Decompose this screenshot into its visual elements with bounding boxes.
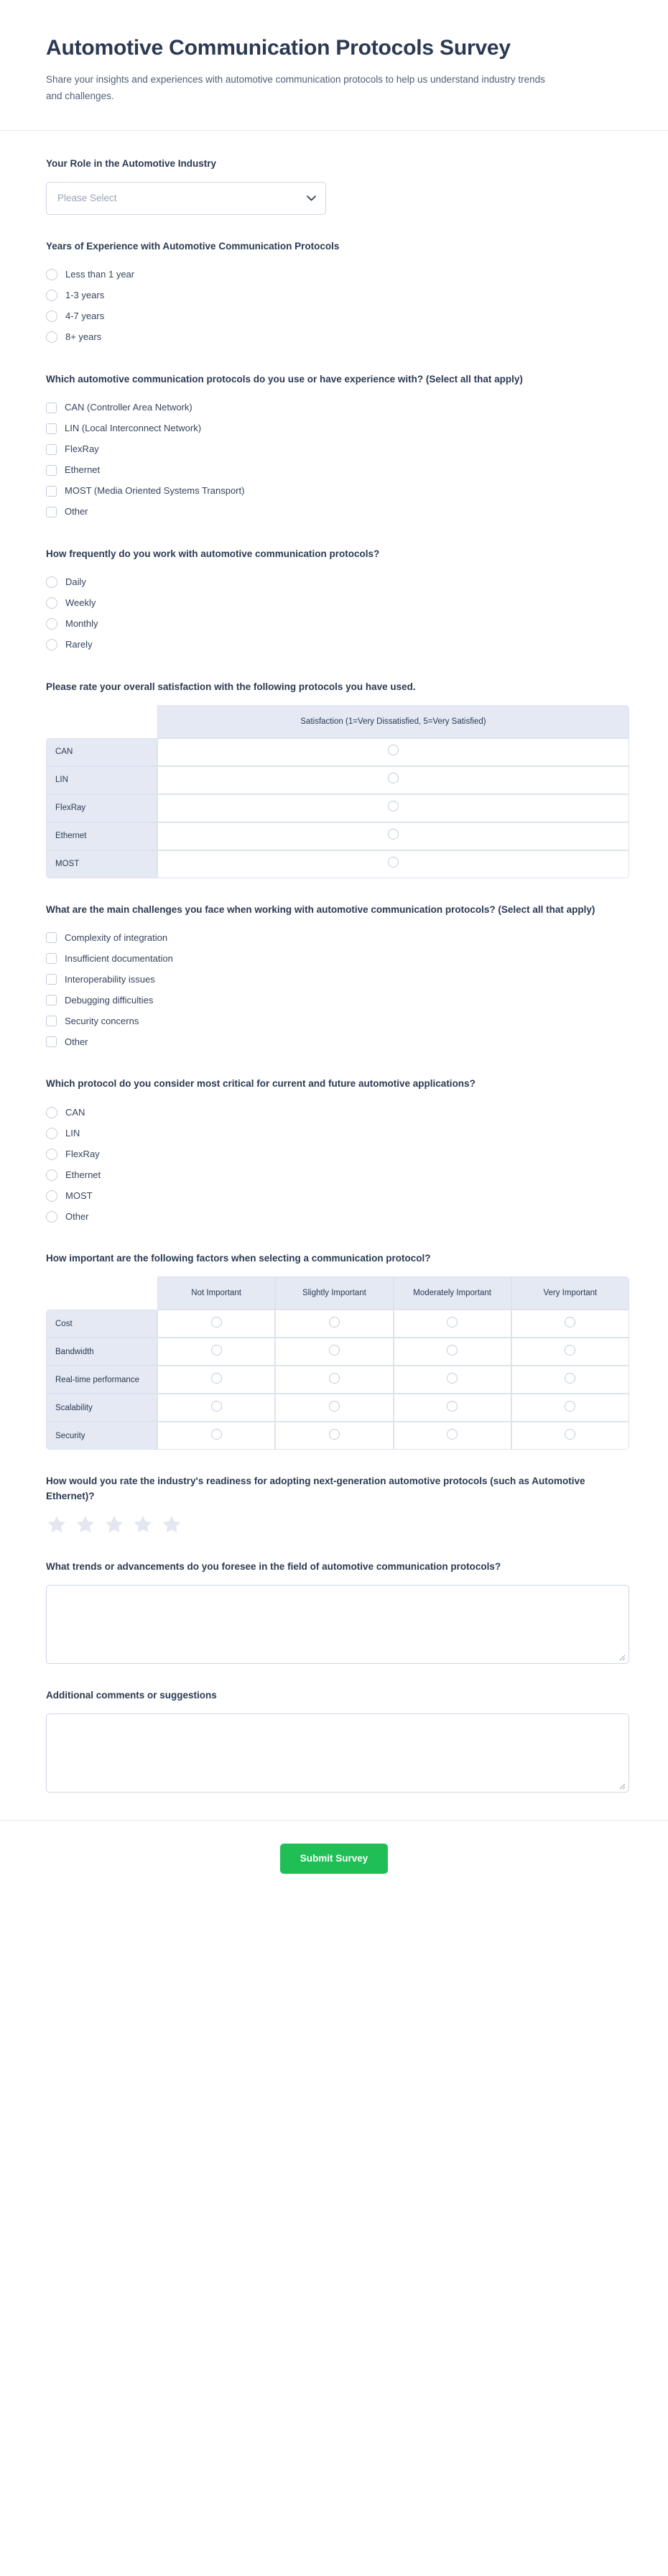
star-rating	[46, 1514, 622, 1535]
matrix-cell[interactable]	[157, 1422, 275, 1450]
radio-option[interactable]	[46, 1185, 622, 1206]
question-label-importance: How important are the following factors when selecting a communication protocol?	[46, 1253, 431, 1264]
question-satisfaction	[46, 680, 622, 878]
question-label-role: Your Role in the Automotive Industry	[46, 157, 217, 169]
radio-icon[interactable]	[329, 1345, 340, 1356]
radio-icon[interactable]	[46, 1107, 57, 1118]
star-icon[interactable]	[75, 1514, 96, 1535]
checkbox-icon[interactable]	[46, 932, 57, 943]
matrix-cell[interactable]	[511, 1422, 629, 1450]
question-comments	[46, 1688, 622, 1793]
matrix-cell[interactable]	[511, 1394, 629, 1422]
radio-label: Other	[65, 1211, 89, 1223]
star-icon[interactable]	[46, 1514, 68, 1535]
radio-icon[interactable]	[388, 801, 399, 811]
radio-label: 4-7 years	[65, 310, 105, 322]
checkbox-option[interactable]	[46, 1031, 622, 1052]
radio-icon[interactable]	[211, 1345, 222, 1356]
matrix-row-header: Security	[46, 1422, 157, 1450]
radio-icon[interactable]	[211, 1317, 222, 1328]
matrix-cell[interactable]	[157, 738, 629, 766]
matrix-row-header: Scalability	[46, 1394, 157, 1422]
checkbox-label: MOST (Media Oriented Systems Transport)	[65, 485, 245, 497]
checkbox-option[interactable]	[46, 502, 622, 523]
radio-icon[interactable]	[46, 1190, 57, 1202]
checkbox-icon[interactable]	[46, 953, 57, 964]
radio-icon[interactable]	[46, 269, 57, 280]
radio-option[interactable]	[46, 1206, 622, 1227]
matrix-row-header: LIN	[46, 766, 157, 794]
checkbox-option[interactable]	[46, 397, 622, 418]
matrix-row-header: Cost	[46, 1310, 157, 1338]
radio-label: 8+ years	[65, 331, 102, 343]
radio-option[interactable]	[46, 264, 622, 285]
radio-icon[interactable]	[329, 1373, 340, 1384]
checkbox-label: LIN (Local Interconnect Network)	[65, 423, 202, 434]
matrix-row-header: Real-time performance	[46, 1366, 157, 1394]
radio-icon[interactable]	[46, 310, 57, 322]
page-title: Automotive Communication Protocols Survey	[46, 36, 511, 60]
question-most-critical	[46, 1077, 622, 1227]
matrix-corner-cell	[46, 705, 157, 738]
question-importance	[46, 1251, 622, 1450]
radio-label: Weekly	[65, 597, 96, 609]
radio-icon[interactable]	[211, 1401, 222, 1412]
radio-icon[interactable]	[46, 1169, 57, 1181]
checkbox-label: FlexRay	[65, 443, 99, 455]
question-label-readiness: How would you rate the industry's readiness for adopting next-generation automotive protocols (such as Automotive Ethernet)?	[46, 1476, 585, 1502]
checkbox-icon[interactable]	[46, 402, 57, 413]
resize-handle-icon[interactable]	[618, 1653, 626, 1662]
question-label-most-critical: Which protocol do you consider most critical for current and future automotive applications?	[46, 1078, 476, 1090]
radio-icon[interactable]	[46, 1149, 57, 1160]
checkbox-icon[interactable]	[46, 995, 57, 1006]
radio-label: Less than 1 year	[65, 269, 135, 280]
experience-radio-group	[46, 264, 622, 348]
form-body	[0, 131, 668, 1820]
radio-icon[interactable]	[46, 1211, 57, 1223]
question-label-protocols-used: Which automotive communication protocols do you use or have experience with? (Select all that apply)	[46, 373, 523, 385]
checkbox-label: Other	[65, 506, 88, 518]
matrix-cell[interactable]	[275, 1338, 393, 1366]
radio-icon[interactable]	[46, 618, 57, 630]
radio-option[interactable]	[46, 593, 622, 614]
checkbox-option[interactable]	[46, 1011, 622, 1031]
checkbox-icon[interactable]	[46, 1036, 57, 1047]
table-row	[46, 1310, 629, 1338]
importance-matrix	[46, 1276, 629, 1450]
question-frequency	[46, 547, 622, 656]
table-row	[46, 738, 629, 766]
question-label-experience: Years of Experience with Automotive Communication Protocols	[46, 240, 340, 252]
checkbox-label: Other	[65, 1036, 88, 1048]
checkbox-option[interactable]	[46, 948, 622, 969]
matrix-cell[interactable]	[275, 1422, 393, 1450]
question-experience	[46, 239, 622, 348]
radio-icon[interactable]	[447, 1401, 458, 1412]
matrix-cell[interactable]	[157, 794, 629, 822]
radio-icon[interactable]	[46, 290, 57, 301]
checkbox-label: Insufficient documentation	[65, 953, 173, 965]
question-label-frequency: How frequently do you work with automotive communication protocols?	[46, 548, 380, 559]
table-row	[46, 822, 629, 850]
matrix-cell[interactable]	[394, 1422, 511, 1450]
matrix-cell[interactable]	[394, 1338, 511, 1366]
radio-option[interactable]	[46, 327, 622, 348]
checkbox-icon[interactable]	[46, 465, 57, 476]
radio-icon[interactable]	[46, 639, 57, 650]
question-trends	[46, 1560, 622, 1664]
role-select[interactable]	[46, 182, 326, 215]
satisfaction-matrix	[46, 705, 629, 878]
checkbox-option[interactable]	[46, 990, 622, 1011]
role-select-value: Please Select	[57, 193, 117, 204]
star-icon[interactable]	[161, 1514, 182, 1535]
checkbox-icon[interactable]	[46, 486, 57, 497]
matrix-cell[interactable]	[275, 1394, 393, 1422]
table-row	[46, 1338, 629, 1366]
checkbox-option[interactable]	[46, 969, 622, 990]
matrix-cell[interactable]	[157, 766, 629, 794]
matrix-row-header: CAN	[46, 738, 157, 766]
most-critical-radio-group	[46, 1102, 622, 1227]
matrix-cell[interactable]	[157, 850, 629, 878]
radio-option[interactable]	[46, 572, 622, 593]
radio-option[interactable]	[46, 1164, 622, 1185]
question-role	[46, 157, 622, 215]
question-label-challenges: What are the main challenges you face when working with automotive communication protocols? (Select all that apply)	[46, 903, 595, 915]
checkbox-option[interactable]	[46, 927, 622, 948]
matrix-cell[interactable]	[394, 1366, 511, 1394]
matrix-cell[interactable]	[157, 1366, 275, 1394]
checkbox-option[interactable]	[46, 460, 622, 481]
matrix-cell[interactable]	[511, 1338, 629, 1366]
radio-icon[interactable]	[447, 1373, 458, 1384]
radio-icon[interactable]	[565, 1401, 575, 1412]
matrix-column-header: Satisfaction (1=Very Dissatisfied, 5=Very Satisfied)	[157, 705, 629, 738]
matrix-cell[interactable]	[394, 1310, 511, 1338]
matrix-cell[interactable]	[275, 1366, 393, 1394]
question-label-trends: What trends or advancements do you foresee in the field of automotive communication protocols?	[46, 1561, 501, 1573]
protocols-used-checkbox-group	[46, 397, 622, 523]
matrix-cell[interactable]	[157, 1310, 275, 1338]
matrix-column-header: Moderately Important	[394, 1276, 511, 1310]
checkbox-option[interactable]	[46, 418, 622, 439]
radio-icon[interactable]	[211, 1373, 222, 1384]
radio-icon[interactable]	[388, 829, 399, 840]
matrix-cell[interactable]	[511, 1310, 629, 1338]
radio-icon[interactable]	[447, 1317, 458, 1328]
radio-label: CAN	[65, 1107, 85, 1118]
table-row	[46, 766, 629, 794]
checkbox-label: Debugging difficulties	[65, 995, 154, 1006]
matrix-row-header: FlexRay	[46, 794, 157, 822]
checkbox-label: CAN (Controller Area Network)	[65, 402, 192, 413]
frequency-radio-group	[46, 572, 622, 656]
radio-option[interactable]	[46, 1144, 622, 1164]
trends-textarea[interactable]	[46, 1585, 629, 1664]
checkbox-label: Complexity of integration	[65, 932, 168, 944]
question-label-satisfaction: Please rate your overall satisfaction with the following protocols you have used.	[46, 681, 416, 692]
table-row	[46, 1366, 629, 1394]
challenges-checkbox-group	[46, 927, 622, 1052]
checkbox-icon[interactable]	[46, 444, 57, 455]
matrix-header-row	[46, 1276, 629, 1310]
resize-handle-icon[interactable]	[618, 1782, 626, 1790]
radio-label: LIN	[65, 1128, 80, 1139]
form-header	[0, 0, 668, 131]
radio-icon[interactable]	[329, 1401, 340, 1412]
radio-icon[interactable]	[388, 857, 399, 868]
question-protocols-used	[46, 372, 622, 523]
radio-icon[interactable]	[329, 1429, 340, 1440]
radio-icon[interactable]	[565, 1429, 575, 1440]
checkbox-label: Security concerns	[65, 1016, 139, 1027]
radio-icon[interactable]	[388, 745, 399, 755]
table-row	[46, 850, 629, 878]
matrix-header-row	[46, 705, 629, 738]
star-icon[interactable]	[103, 1514, 125, 1535]
radio-icon[interactable]	[565, 1345, 575, 1356]
checkbox-icon[interactable]	[46, 1016, 57, 1026]
radio-option[interactable]	[46, 635, 622, 656]
checkbox-label: Ethernet	[65, 464, 101, 476]
radio-label: Daily	[65, 576, 86, 588]
radio-label: Rarely	[65, 639, 93, 650]
table-row	[46, 794, 629, 822]
radio-label: Ethernet	[65, 1169, 101, 1181]
radio-icon[interactable]	[447, 1429, 458, 1440]
submit-survey-button[interactable]: Submit Survey	[280, 1844, 388, 1874]
checkbox-option[interactable]	[46, 439, 622, 460]
matrix-column-header: Very Important	[511, 1276, 629, 1310]
radio-option[interactable]	[46, 1102, 622, 1123]
form-footer	[0, 1820, 668, 1905]
radio-icon[interactable]	[565, 1373, 575, 1384]
radio-icon[interactable]	[46, 597, 57, 609]
matrix-row-header: Bandwidth	[46, 1338, 157, 1366]
radio-option[interactable]	[46, 306, 622, 327]
checkbox-label: Interoperability issues	[65, 974, 155, 985]
matrix-cell[interactable]	[157, 822, 629, 850]
radio-label: FlexRay	[65, 1149, 100, 1160]
matrix-column-header: Not Important	[157, 1276, 275, 1310]
radio-icon[interactable]	[388, 773, 399, 783]
comments-textarea[interactable]	[46, 1714, 629, 1793]
radio-icon[interactable]	[565, 1317, 575, 1328]
checkbox-icon[interactable]	[46, 423, 57, 434]
table-row	[46, 1422, 629, 1450]
radio-option[interactable]	[46, 1123, 622, 1144]
radio-icon[interactable]	[46, 576, 57, 588]
matrix-cell[interactable]	[157, 1394, 275, 1422]
table-row	[46, 1394, 629, 1422]
question-readiness	[46, 1474, 622, 1535]
radio-option[interactable]	[46, 285, 622, 306]
matrix-cell[interactable]	[275, 1310, 393, 1338]
matrix-cell[interactable]	[394, 1394, 511, 1422]
matrix-cell[interactable]	[157, 1338, 275, 1366]
question-challenges	[46, 903, 622, 1053]
matrix-cell[interactable]	[511, 1366, 629, 1394]
radio-icon[interactable]	[46, 1128, 57, 1139]
matrix-column-header: Slightly Important	[275, 1276, 393, 1310]
radio-label: Monthly	[65, 618, 98, 630]
radio-icon[interactable]	[46, 331, 57, 343]
checkbox-icon[interactable]	[46, 974, 57, 985]
radio-option[interactable]	[46, 614, 622, 635]
radio-label: 1-3 years	[65, 290, 105, 301]
star-icon[interactable]	[132, 1514, 154, 1535]
radio-icon[interactable]	[447, 1345, 458, 1356]
question-label-comments: Additional comments or suggestions	[46, 1690, 217, 1701]
radio-icon[interactable]	[211, 1429, 222, 1440]
radio-label: MOST	[65, 1190, 93, 1202]
page-subtitle: Share your insights and experiences with automotive communication protocols to help us understand industry trends and challenges.	[46, 74, 545, 101]
matrix-row-header: Ethernet	[46, 822, 157, 850]
checkbox-option[interactable]	[46, 481, 622, 502]
matrix-row-header: MOST	[46, 850, 157, 878]
role-select-wrapper	[46, 182, 326, 215]
radio-icon[interactable]	[329, 1317, 340, 1328]
matrix-corner-cell	[46, 1276, 157, 1310]
checkbox-icon[interactable]	[46, 507, 57, 518]
